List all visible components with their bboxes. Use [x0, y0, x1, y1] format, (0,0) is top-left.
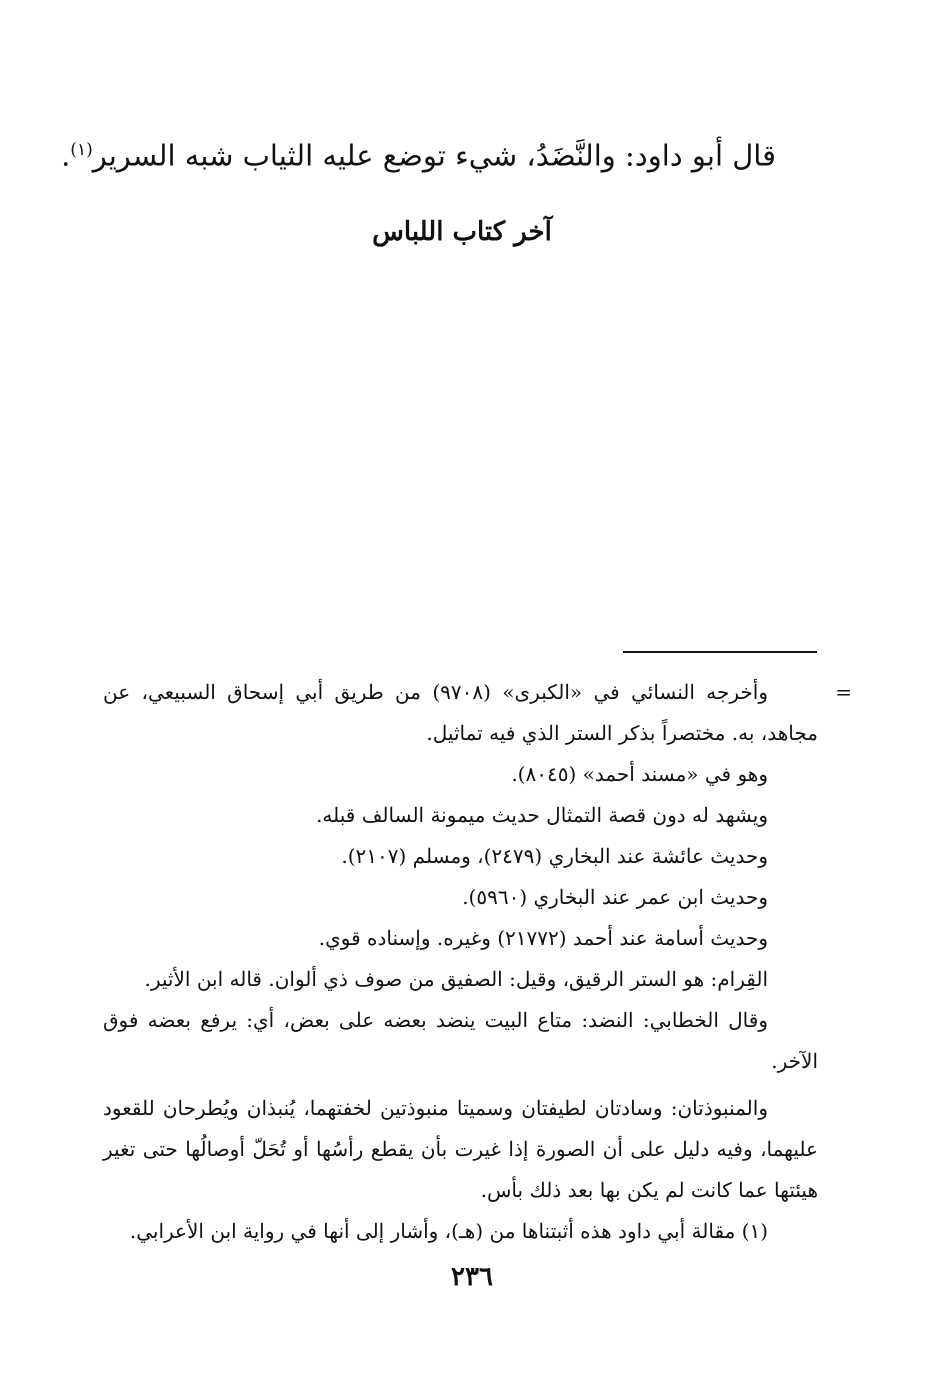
footnote-paragraph: والمنبوذتان: وسادتان لطيفتان وسميتا منبوذتين لخفتهما، يُنبذان ويُطرحان للقعود عليهما، وفيه دليل على أن الصورة إذا غيرت بأن يقطع رأسُها أو تُحَلّ أوصالُها حتى تغير هيئتها عما كانت لم يكن بها بعد ذلك بأس.	[103, 1096, 818, 1202]
footnote-paragraph: وحديث أسامة عند أحمد (٢١٧٧٢) وغيره. وإسناده قوي.	[318, 926, 768, 950]
continuation-marker: =	[835, 680, 852, 704]
footnote-paragraph: وقال الخطابي: النضد: متاع البيت ينضد بعضه على بعض، أي: يرفع بعضه فوق الآخر.	[103, 1008, 818, 1073]
footnote-paragraph: وحديث ابن عمر عند البخاري (٥٩٦٠).	[462, 885, 768, 909]
footnote-divider	[623, 651, 817, 653]
footnote-paragraph: ويشهد له دون قصة التمثال حديث ميمونة السالف قبله.	[316, 803, 768, 827]
main-text: قال أبو داود: والنَّضَدُ، شيء توضع عليه الثياب شبه السرير	[92, 138, 776, 173]
page-number: ٢٣٦	[451, 1262, 493, 1292]
footnote-paragraph	[103, 672, 852, 754]
footnote-text: وأخرجه النسائي في «الكبرى» (٩٧٠٨) من طريق أبي إسحاق السبيعي، عن مجاهد، به. مختصراً بذكر الستر الذي فيه تماثيل.	[103, 680, 818, 745]
footnote-paragraph: وهو في «مسند أحمد» (٨٠٤٥).	[511, 762, 768, 786]
footnote-reference: (١)	[70, 140, 93, 160]
section-end-title: آخر كتاب اللباس	[372, 217, 552, 247]
footnote-paragraph: القِرام: هو الستر الرقيق، وقيل: الصفيق من صوف ذي ألوان. قاله ابن الأثير.	[144, 967, 768, 991]
footnote-1: (١) مقالة أبي داود هذه أثبتناها من (هـ)، وأشار إلى أنها في رواية ابن الأعرابي.	[129, 1219, 768, 1243]
main-text-end-punctuation: .	[61, 138, 71, 173]
footnotes-block	[103, 672, 852, 1252]
footnote-paragraph: وحديث عائشة عند البخاري (٢٤٧٩)، ومسلم (٢١٠٧).	[341, 844, 768, 868]
main-text-line	[61, 130, 776, 176]
